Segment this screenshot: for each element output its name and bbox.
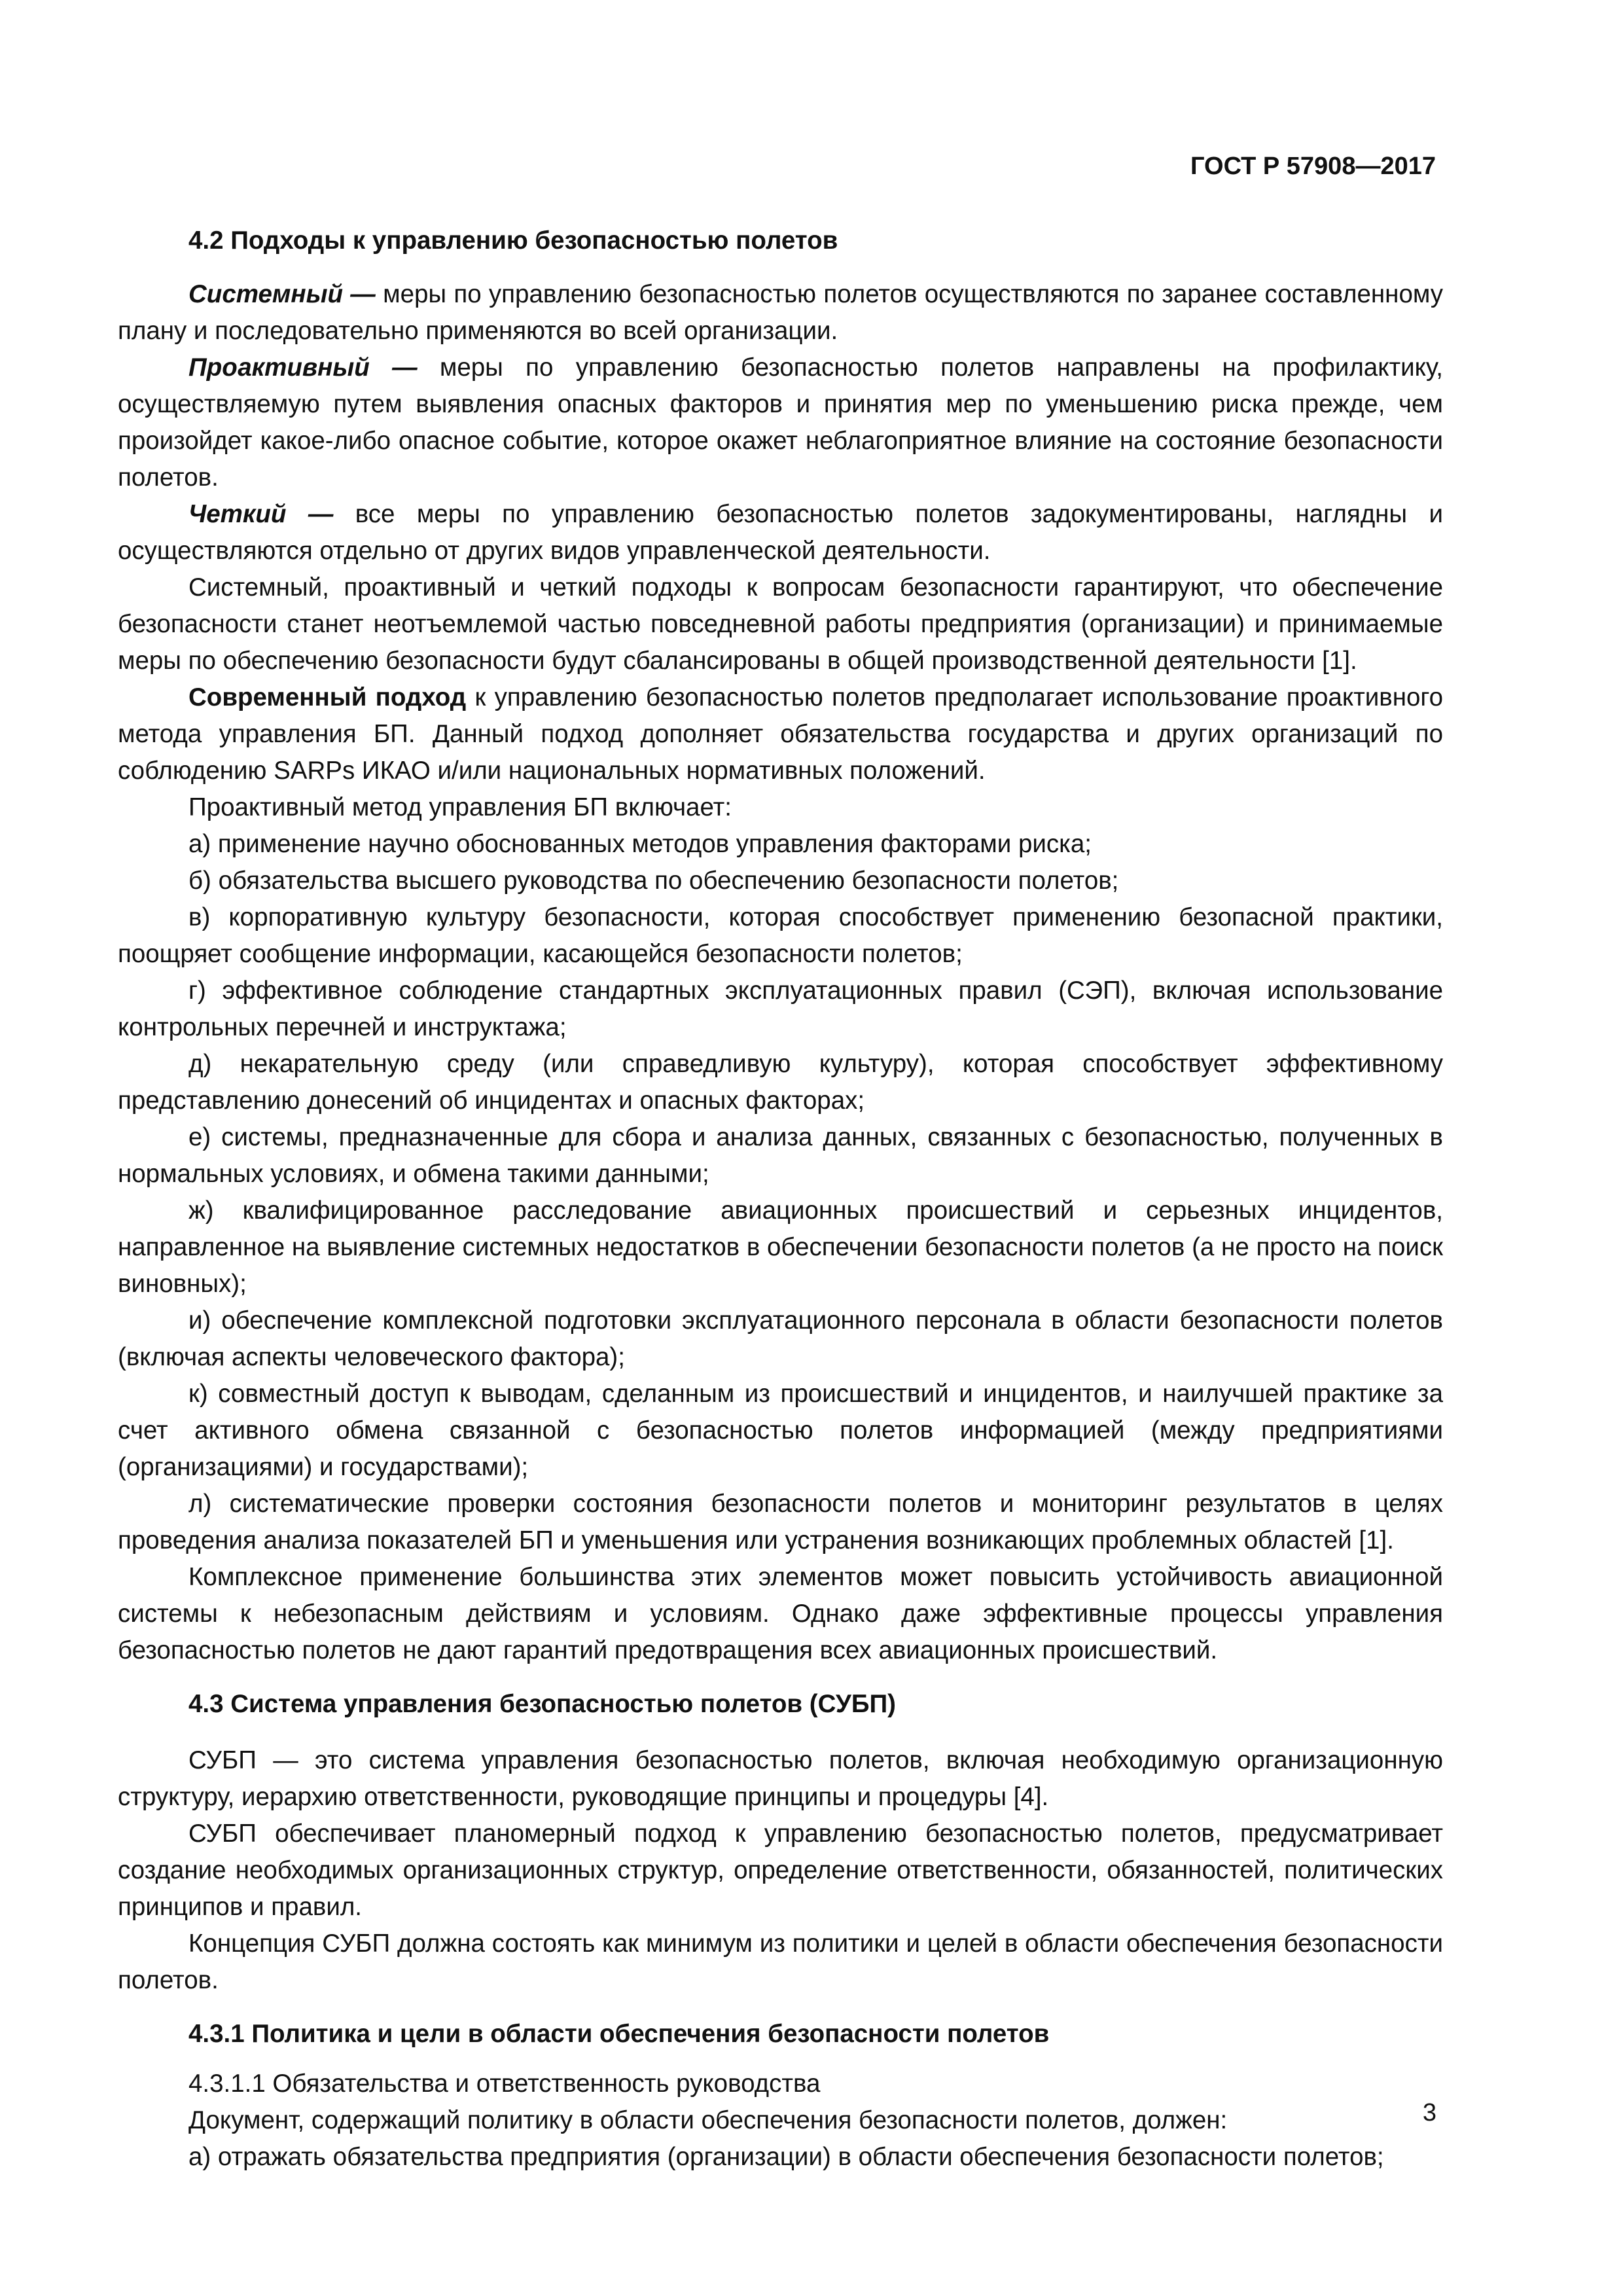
standard-identifier: ГОСТ Р 57908—2017: [1190, 152, 1436, 180]
text-systemic: меры по управлению безопасностью полетов осуществляются по заранее составленному плану и последовательно применяются во всей организации.: [118, 280, 1444, 345]
list-item-e: е) системы, предназначенные для сбора и анализа данных, связанных с безопасностью, полученных в нормальных условиях, и обмена такими данными;: [118, 1123, 1443, 1188]
list-intro: Проактивный метод управления БП включает:: [188, 793, 732, 821]
list-item-policy-a: а) отражать обязательства предприятия (организации) в области обеспечения безопасности полетов;: [188, 2143, 1384, 2171]
text-modern-approach: к управлению безопасностью полетов предполагает использование проактивного метода управления БП. Данный подход дополняет обязательства государства и других организаций по соблюдению SARPs ИКАО и/или национальных нормативных положений.: [118, 683, 1443, 785]
section-4-3-1-heading: 4.3.1 Политика и цели в области обеспечения безопасности полетов: [188, 2020, 1050, 2048]
paragraph-clear: [118, 496, 1443, 569]
list-item-k: к) совместный доступ к выводам, сделанным из происшествий и инцидентов, и наилучшей практике за счет активного обмена связанной с безопасностью полетов информацией (между предприятиями (организациями) и государствами);: [118, 1380, 1443, 1481]
page-number: 3: [1422, 2099, 1436, 2126]
list-item-i: и) обеспечение комплексной подготовки эксплуатационного персонала в области безопасности полетов (включая аспекты человеческого фактора);: [118, 1306, 1443, 1371]
paragraph-systemic: [118, 276, 1443, 350]
section-4-3-heading: 4.3 Система управления безопасностью полетов (СУБП): [188, 1690, 897, 1718]
text-proactive: меры по управлению безопасностью полетов направлены на профилактику, осуществляемую путем выявления опасных факторов и принятия мер по уменьшению риска прежде, чем произойдет какое-либо опасное событие, которое окажет неблагоприятное влияние на состояние безопасности полетов.: [118, 353, 1443, 492]
section-4-2-heading: 4.2 Подходы к управлению безопасностью полетов: [188, 226, 838, 255]
subsection-4-3-1-1-title: 4.3.1.1 Обязательства и ответственность руководства: [188, 2070, 821, 2098]
text-clear: все меры по управлению безопасностью полетов задокументированы, наглядны и осуществляются отдельно от других видов управленческой деятельности.: [118, 500, 1443, 565]
list-item-a: а) применение научно обоснованных методов управления факторами риска;: [188, 830, 1092, 858]
paragraph-subp-concept: Концепция СУБП должна состоять как минимум из политики и целей в области обеспечения безопасности полетов.: [118, 1929, 1443, 1994]
paragraph-policy-document: Документ, содержащий политику в области обеспечения безопасности полетов, должен:: [188, 2106, 1228, 2134]
term-proactive: Проактивный —: [188, 353, 418, 382]
list-item-zh: ж) квалифицированное расследование авиационных происшествий и серьезных инцидентов, направленное на выявление системных недостатков в обеспечении безопасности полетов (а не просто на поиск виновных);: [118, 1196, 1443, 1298]
list-item-b: б) обязательства высшего руководства по обеспечению безопасности полетов;: [188, 867, 1119, 895]
list-item-l: л) систематические проверки состояния безопасности полетов и мониторинг результатов в целях проведения анализа показателей БП и уменьшения или устранения возникающих проблемных областей [1].: [118, 1490, 1443, 1554]
paragraph-proactive: [118, 350, 1443, 496]
term-systemic: Системный —: [188, 280, 376, 308]
paragraph-subp-definition: СУБП — это система управления безопасностью полетов, включая необходимую организационную структуру, иерархию ответственности, руководящие принципы и процедуры [4].: [118, 1746, 1443, 1811]
term-modern-approach: Современный подход: [188, 683, 467, 711]
paragraph-modern-approach: [118, 679, 1443, 789]
list-item-v: в) корпоративную культуру безопасности, которая способствует применению безопасной практики, поощряет сообщение информации, касающейся безопасности полетов;: [118, 903, 1443, 968]
list-item-g: г) эффективное соблюдение стандартных эксплуатационных правил (СЭП), включая использование контрольных перечней и инструктажа;: [118, 977, 1443, 1041]
paragraph-subp-approach: СУБП обеспечивает планомерный подход к управлению безопасностью полетов, предусматривает создание необходимых организационных структур, определение ответственности, обязанностей, политических принципов и правил.: [118, 1820, 1443, 1921]
term-clear: Четкий —: [188, 500, 334, 528]
paragraph-guarantee: Системный, проактивный и четкий подходы к вопросам безопасности гарантируют, что обеспечение безопасности станет неотъемлемой частью повседневной работы предприятия (организации) и принимаемые меры по обеспечению безопасности будут сбалансированы в общей производственной деятельности [1].: [118, 573, 1443, 675]
list-item-d: д) некарательную среду (или справедливую культуру), которая способствует эффективному представлению донесений об инцидентах и опасных факторах;: [118, 1050, 1443, 1115]
document-body: [118, 223, 1443, 2176]
paragraph-closing: Комплексное применение большинства этих элементов может повысить устойчивость авиационной системы к небезопасным действиям и условиям. Однако даже эффективные процессы управления безопасностью полетов не дают гарантий предотвращения всех авиационных происшествий.: [118, 1563, 1443, 1664]
